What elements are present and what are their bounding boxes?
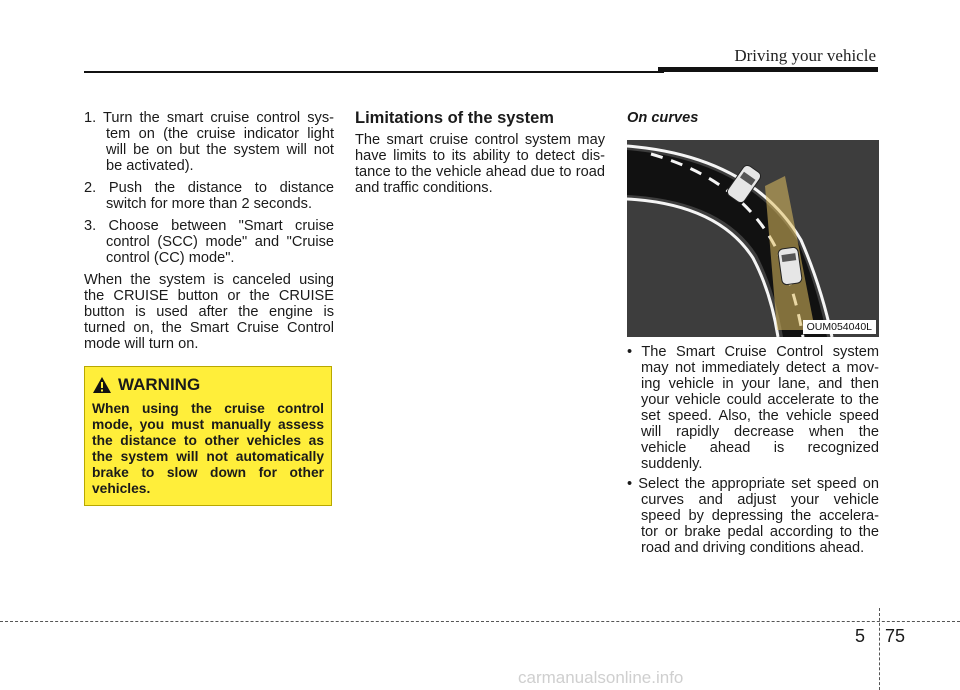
- list-item: • The Smart Cruise Control system may not immediately detect a mov-ing vehicle in your lane, and then your vehicle could accelerate to the set speed. Also, the vehicle speed will rapidly decrease when the vehicle ahead is recognized suddenly.: [627, 344, 879, 472]
- footer-divider: [879, 608, 880, 690]
- step-2: 2. Push the distance to distance switch for more than 2 seconds.: [84, 180, 334, 212]
- subsection-title: On curves: [627, 110, 699, 126]
- curve-road-image: [627, 140, 879, 337]
- curve-illustration: [627, 140, 879, 337]
- header-title: Driving your vehicle: [734, 46, 876, 65]
- section-title: Limitations of the system: [355, 109, 554, 127]
- figure-code: OUM054040L: [803, 320, 876, 334]
- left-column: [84, 110, 334, 352]
- list-item: • Select the appropriate set speed on curves and adjust your vehicle speed by depressing the accelera-tor or brake pedal according to the road and driving conditions ahead.: [627, 476, 879, 556]
- bullet-text-1: The Smart Cruise Control system may not immediately detect a mov-ing vehicle in your lane, and then your vehicle could accelerate to the set speed. Also, the vehicle speed will rapidly decrease when the vehicle ahead is recognized suddenly.: [641, 344, 879, 472]
- header-rule: [84, 71, 664, 73]
- warning-box: [84, 366, 332, 506]
- warning-body: When using the cruise control mode, you must manually assess the distance to other vehicles as the system will not automatically brake to slow down for other vehicles.: [92, 401, 324, 496]
- footer-rule: [0, 621, 960, 622]
- right-column: [627, 110, 879, 126]
- section-number: 5: [855, 626, 866, 646]
- page-number: 75: [885, 626, 906, 646]
- watermark: carmanualsonline.info: [518, 668, 684, 687]
- curve-bullet-list: [627, 344, 879, 560]
- step-3: 3. Choose between "Smart cruise control (SCC) mode" and "Cruise control (CC) mode".: [84, 218, 334, 266]
- warning-header: [92, 375, 324, 395]
- warning-title: WARNING: [118, 375, 201, 394]
- bullet-text-2: Select the appropriate set speed on curves and adjust your vehicle speed by depressing the accelera-tor or brake pedal according to the road and driving conditions ahead.: [638, 476, 879, 556]
- cancel-paragraph: When the system is canceled using the CRUISE button or the CRUISE button is used after the engine is turned on, the Smart Cruise Control mode will turn on.: [84, 272, 334, 352]
- header-rule-accent: [658, 67, 878, 72]
- step-1: 1. Turn the smart cruise control sys-tem on (the cruise indicator light will be on but the system will not be activated).: [84, 110, 334, 174]
- warning-triangle-icon: [92, 376, 112, 394]
- middle-column: [355, 110, 605, 196]
- section-body: The smart cruise control system may have limits to its ability to detect dis-tance to the vehicle ahead due to road and traffic conditions.: [355, 132, 605, 196]
